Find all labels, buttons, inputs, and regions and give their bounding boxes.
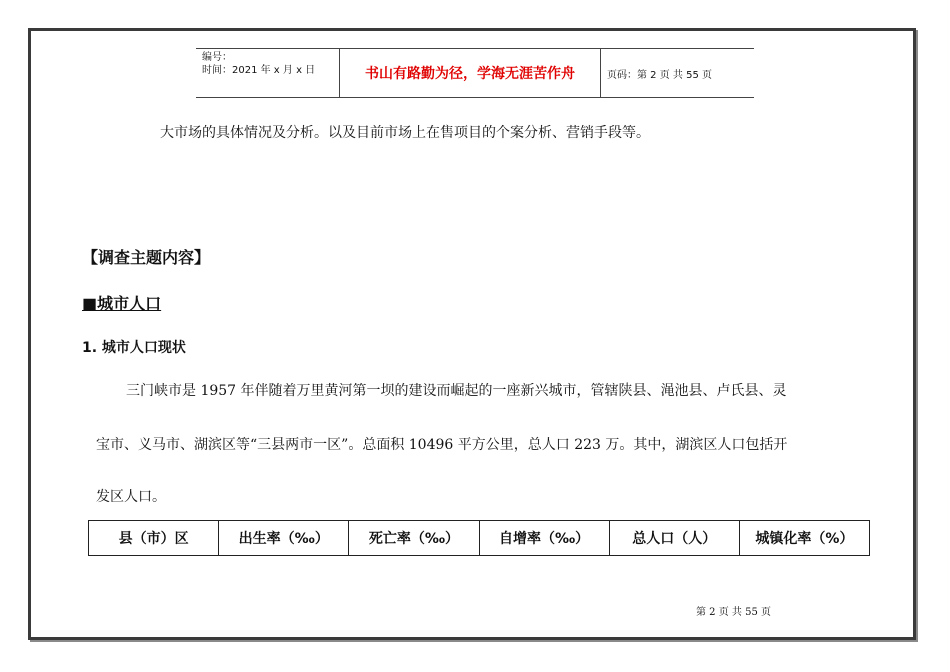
section-title: 【调查主题内容】 <box>82 248 211 267</box>
item-title: 1. 城市人口现状 <box>82 340 186 356</box>
table-header-cell: 自增率（‰） <box>480 521 610 555</box>
paragraph-line-3: 发区人口。 <box>96 489 166 505</box>
page-footer: 第 2 页 共 55 页 <box>696 607 771 618</box>
header-page-info: 页码：第 2 页 共 55 页 <box>607 69 712 81</box>
table-header-cell: 县（市）区 <box>89 521 219 555</box>
table-header-cell: 城镇化率（%） <box>755 531 854 547</box>
header-code-label: 编号： <box>202 52 232 63</box>
population-table-header <box>88 520 870 556</box>
table-header-cell: 死亡率（‰） <box>349 521 479 555</box>
paragraph-line-1: 三门峡市是 1957 年伴随着万里黄河第一坝的建设而崛起的一座新兴城市，管辖陕县、渑池县、卢氏县、灵 <box>126 383 787 399</box>
intro-paragraph: 大市场的具体情况及分析。以及目前市场上在售项目的个案分析、营销手段等。 <box>160 125 650 141</box>
table-header-cell: 总人口（人） <box>610 521 740 555</box>
paragraph-line-2: 宝市、义马市、湖滨区等“三县两市一区”。总面积 10496 平方公里，总人口 223 万。其中，湖滨区人口包括开 <box>96 437 788 453</box>
table-header-cell: 出生率（‰） <box>219 521 349 555</box>
subsection-title: ■城市人口 <box>82 294 162 313</box>
document-header <box>196 48 754 98</box>
header-time-label: 时间：2021 年 x 月 x 日 <box>202 65 316 76</box>
header-motto: 书山有路勤为径，学海无涯苦作舟 <box>339 49 601 97</box>
header-meta <box>196 49 339 97</box>
